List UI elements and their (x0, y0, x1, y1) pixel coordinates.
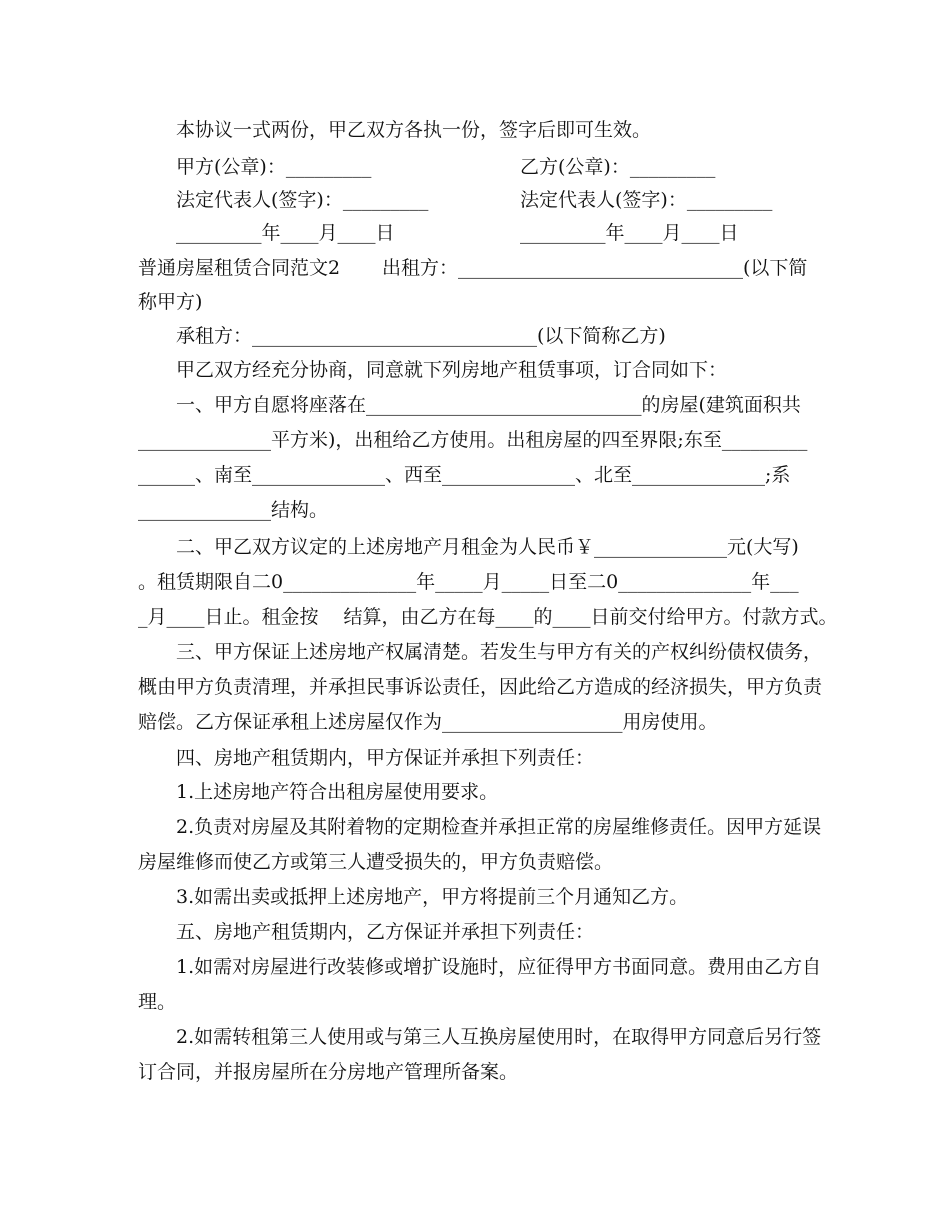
clause-2-line: _月____日止。租金按 结算，由乙方在每____的____日前交付给甲方。付款方式。 (138, 606, 838, 628)
lessor-line: 出租方：______________________________(以下简 (382, 257, 808, 279)
clause-3-line: 赔偿。乙方保证承租上述房屋仅作为___________________用房使用。 (138, 711, 718, 733)
clause-4-item: 3.如需出卖或抵押上述房地产，甲方将提前三个月通知乙方。 (176, 886, 689, 908)
clause-2-line: 。租赁期限自二0______________年_____月_____日至二0______________年___ (138, 571, 799, 593)
party-b-date: _________年____月____日 (520, 222, 739, 244)
clause-5-item: 理。 (138, 991, 177, 1013)
clause-4-item: 2.负责对房屋及其附着物的定期检查并承担正常的房屋维修责任。因甲方延误 (176, 816, 822, 838)
clause-5-item: 订合同，并报房屋所在分房地产管理所备案。 (138, 1061, 519, 1083)
text-line: 本协议一式两份，甲乙双方各执一份，签字后即可生效。 (176, 119, 652, 141)
clause-1-line: ______________平方米)，出租给乙方使用。出租房屋的四至界限;东至_________ (138, 429, 808, 451)
clause-5-item: 1.如需对房屋进行改装修或增扩设施时，应征得甲方书面同意。费用由乙方自 (176, 956, 822, 978)
text-line: 甲乙双方经充分协商，同意就下列房地产租赁事项，订合同如下： (176, 359, 728, 381)
clause-1-line: ______________结构。 (138, 499, 329, 521)
text-line: 称甲方) (138, 291, 203, 313)
party-a-date: _________年____月____日 (176, 222, 395, 244)
clause-5-item: 2.如需转租第三人使用或与第三人互换房屋使用时，在取得甲方同意后另行签 (176, 1026, 822, 1048)
clause-5-heading: 五、房地产租赁期内，乙方保证并承担下列责任： (176, 921, 595, 943)
party-a-representative: 法定代表人(签字)：_________ (176, 189, 429, 211)
section-title: 普通房屋租赁合同范文2 (138, 257, 341, 279)
clause-4-item: 房屋维修而使乙方或第三人遭受损失的，甲方负责赔偿。 (138, 851, 614, 873)
clause-4-item: 1.上述房地产符合出租房屋使用要求。 (176, 781, 499, 803)
clause-3-line: 概由甲方负责清理，并承担民事诉讼责任，因此给乙方造成的经济损失，甲方负责 (138, 676, 823, 698)
clause-4-heading: 四、房地产租赁期内，甲方保证并承担下列责任： (176, 747, 595, 769)
clause-3-line: 三、甲方保证上述房地产权属清楚。若发生与甲方有关的产权纠纷债权债务， (176, 641, 823, 663)
party-a-seal: 甲方(公章)：_________ (176, 156, 372, 178)
clause-2-line: 二、甲乙双方议定的上述房地产月租金为人民币￥______________元(大写) (176, 536, 799, 558)
clause-1-line: 一、甲方自愿将座落在_____________________________的房屋(建筑面积共 (176, 394, 801, 416)
lessee-line: 承租方：______________________________(以下简称乙方) (176, 325, 666, 347)
party-b-representative: 法定代表人(签字)：_________ (520, 189, 773, 211)
clause-1-line: ______、南至______________、西至______________、北至______________;系 (138, 464, 791, 486)
party-b-seal: 乙方(公章)：_________ (520, 156, 716, 178)
